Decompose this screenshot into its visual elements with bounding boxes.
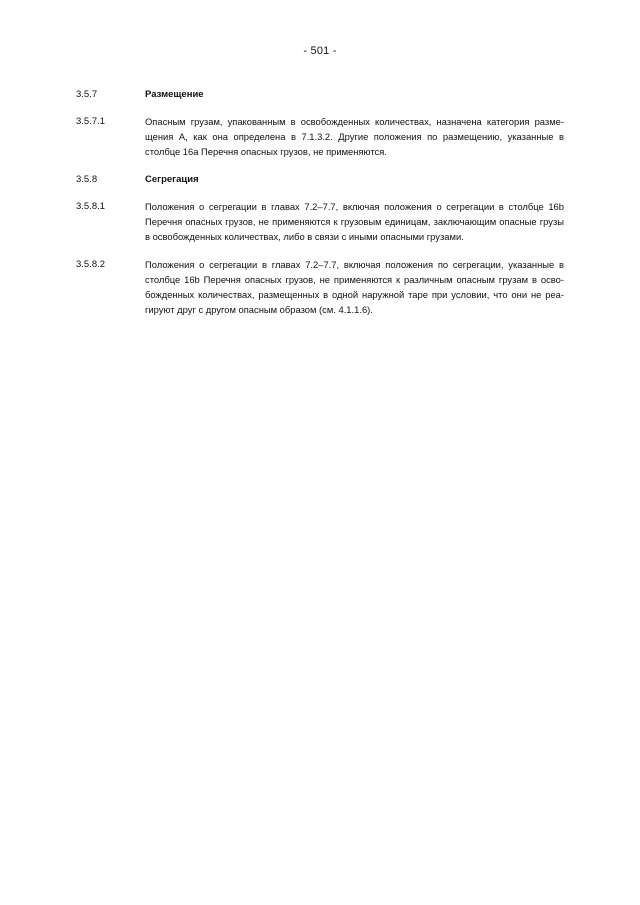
paragraph-number: 3.5.8.2 [76, 259, 106, 270]
paragraph-number: 3.5.8.1 [76, 201, 106, 212]
paragraph-3-5-8-1 [76, 199, 564, 244]
paragraph-text: Положения о сегрегации в главах 7.2–7.7, включая положения по сегрегации, указанные в столбце 16b Перечня опасных грузов, не применяются к различным опасным грузам в освобожденных количествах, размещенных в одной наружной таре при условии, что они не реагируют друг с другом опасным образом (см. 4.1.1.6). [145, 259, 564, 315]
paragraph-text: Положения о сегрегации в главах 7.2–7.7, включая положения о сегрегации в столбце 16b Перечня опасных грузов, не применяются к грузовым единицам, заключающим опасные грузы в освобожденных количествах, либо в связи с иными опасными грузами. [145, 201, 564, 242]
paragraph-text: Опасным грузам, упакованным в освобожденных количествах, назначена категория размещения A, как она определена в 7.1.3.2. Другие положения по размещению, указанные в столбце 16a Перечня опасных грузов, не применяются. [145, 116, 564, 157]
page-number: - 501 - [303, 45, 337, 57]
section-title: Сегрегация [145, 174, 199, 185]
section-heading-3-5-8 [76, 172, 564, 187]
paragraph-3-5-8-2 [76, 257, 564, 317]
paragraph-3-5-7-1 [76, 114, 564, 159]
paragraph-number: 3.5.7.1 [76, 116, 106, 127]
section-heading-3-5-7 [76, 87, 564, 102]
section-number: 3.5.7 [76, 89, 98, 100]
section-title: Размещение [145, 89, 204, 100]
document-body [76, 87, 564, 330]
section-number: 3.5.8 [76, 174, 98, 185]
